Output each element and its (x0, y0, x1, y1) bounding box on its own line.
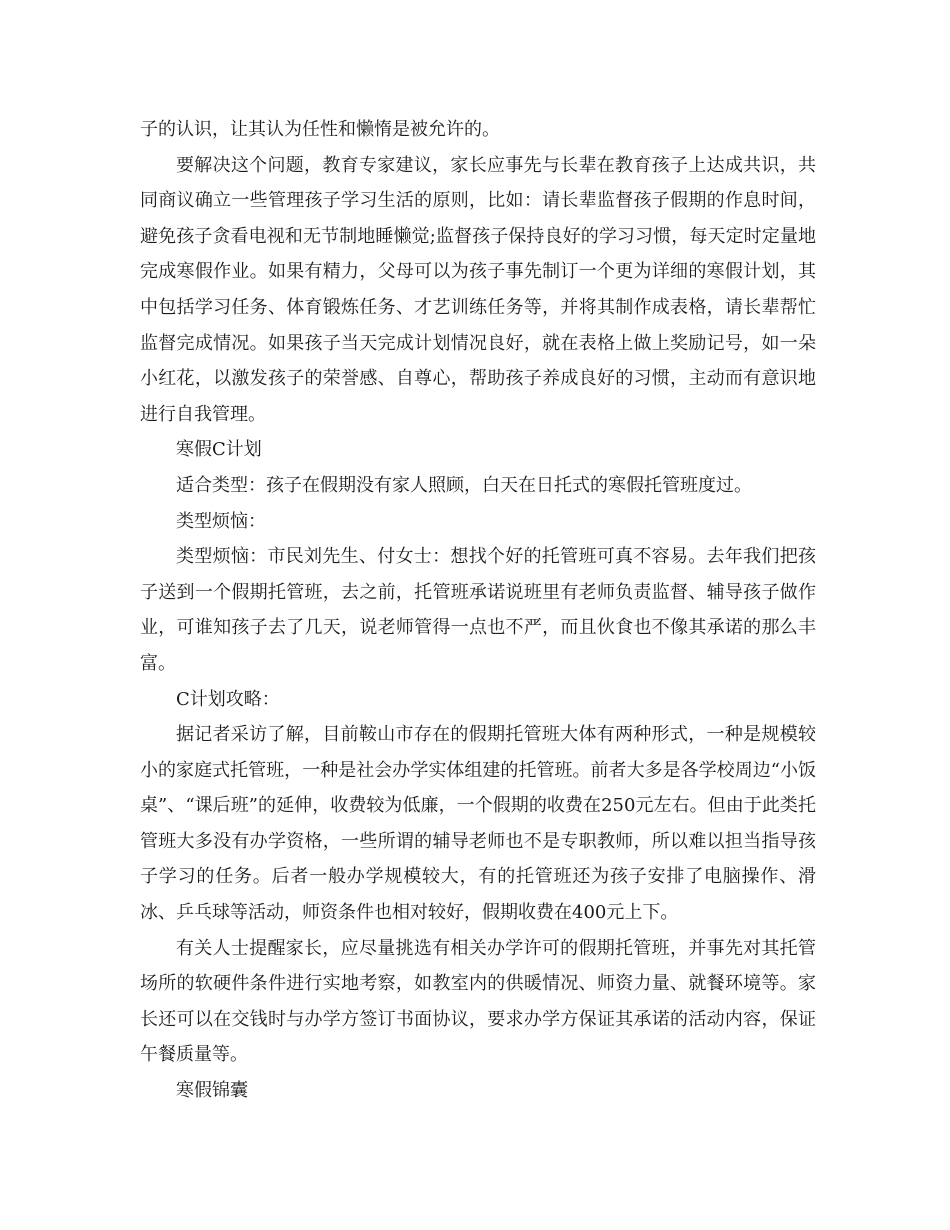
document-body (140, 112, 816, 1109)
paragraph-reminder: 有关人士提醒家长，应尽量挑选有相关办学许可的假期托管班，并事先对其托管场所的软硬件条件进行实地考察，如教室内的供暖情况、师资力量、就餐环境等。家长还可以在交钱时与办学方签订书面协议，要求办学方保证其承诺的活动内容，保证午餐质量等。 (140, 937, 816, 1066)
paragraph-reporter-findings: 据记者采访了解，目前鞍山市存在的假期托管班大体有两种形式，一种是规模较小的家庭式托管班，一种是社会办学实体组建的托管班。前者大多是各学校周边“小饭桌”、“课后班”的延伸，收费较为低廉，一个假期的收费在250元左右。但由于此类托管班大多没有办学资格，一些所谓的辅导老师也不是专职教师，所以难以担当指导孩子学习的任务。后者一般办学规模较大，有的托管班还为孩子安排了电脑操作、滑冰、乒乓球等活动，师资条件也相对较好，假期收费在400元上下。 (140, 724, 816, 924)
paragraph-trouble-story: 类型烦恼：市民刘先生、付女士：想找个好的托管班可真不容易。去年我们把孩子送到一个假期托管班，去之前，托管班承诺说班里有老师负责监督、辅导孩子做作业，可谁知孩子去了几天，说老师管得一点也不严，而且伙食也不像其承诺的那么丰富。 (140, 546, 816, 674)
section-heading-plan-c: 寒假C计划 (176, 439, 262, 461)
paragraph-continuation: 子的认识，让其认为任性和懒惰是被允许的。 (140, 119, 500, 140)
paragraph-suitable-type: 适合类型：孩子在假期没有家人照顾，白天在日托式的寒假托管班度过。 (176, 474, 752, 496)
paragraph-trouble-label: 类型烦恼： (176, 510, 266, 532)
section-heading-plan-c-strategy: C计划攻略： (176, 688, 280, 710)
section-heading-tips: 寒假锦囊 (176, 1080, 248, 1102)
paragraph-expert-advice: 要解决这个问题，教育专家建议，家长应事先与长辈在教育孩子上达成共识，共同商议确立一些管理孩子学习生活的原则，比如：请长辈监督孩子假期的作息时间，避免孩子贪看电视和无节制地睡懒觉;监督孩子保持良好的学习习惯，每天定时定量地完成寒假作业。如果有精力，父母可以为孩子事先制订一个更为详细的寒假计划，其中包括学习任务、体育锻炼任务、才艺训练任务等，并将其制作成表格，请长辈帮忙监督完成情况。如果孩子当天完成计划情况良好，就在表格上做上奖励记号，如一朵小红花，以激发孩子的荣誉感、自尊心，帮助孩子养成良好的习惯，主动而有意识地进行自我管理。 (140, 154, 816, 425)
